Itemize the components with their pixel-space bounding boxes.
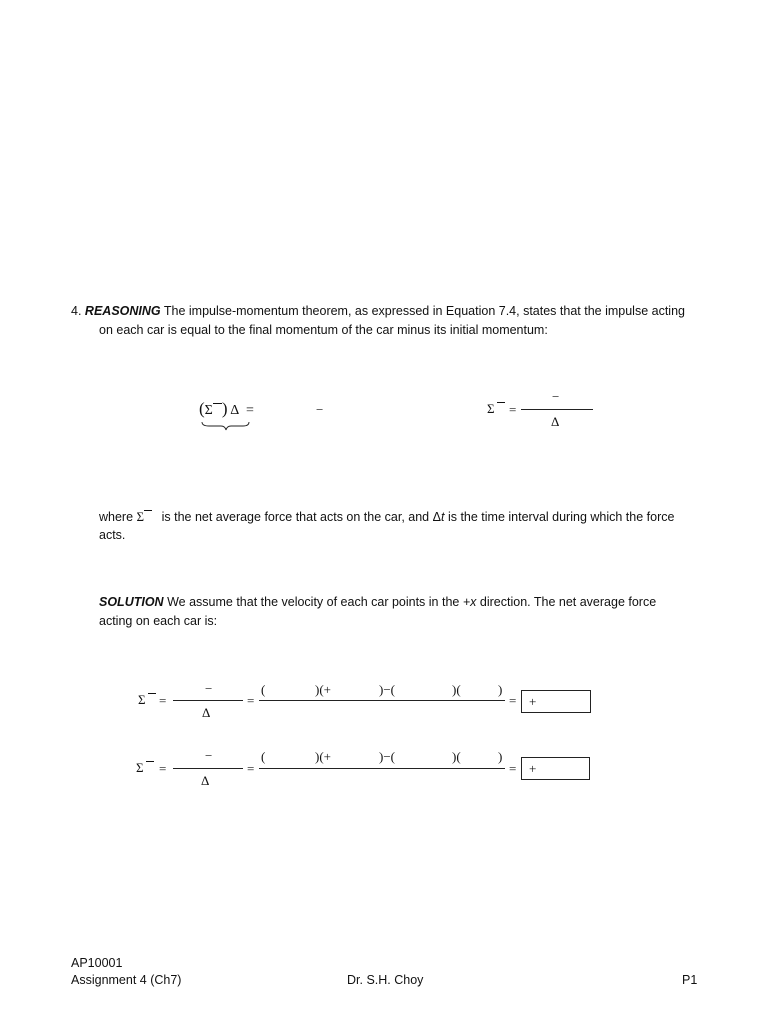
eq1-equals: = [245,403,254,418]
eq2-fraction-bar [173,700,243,701]
eq2-force-overbar [148,693,156,694]
eq2-equals: = [159,693,167,708]
eq1-minus: − [316,402,324,417]
where-sigma: Σ [136,509,145,524]
eq1r-equals: = [509,402,517,417]
eq2-answer-plus: + [529,694,537,709]
solution-line-2: acting on each car is: [99,614,218,628]
equation-impulse [199,399,254,420]
eq3-fraction-bar [173,768,243,769]
where-text-1b: is the net average force that acts on the car, and [161,510,430,524]
eq3-paren-3: )−( [379,749,395,764]
footer-course-code: AP10001 [71,956,123,970]
eq1r-numerator-minus: − [552,389,560,404]
where-word: where [99,510,134,524]
eq3-denominator-delta: Δ [201,773,210,788]
eq3-paren-5: ) [498,749,503,764]
eq3-numerator-minus: − [205,748,213,763]
eq2-paren-4: )( [452,682,461,697]
eq2-numerator-minus: − [205,681,213,696]
eq1-delta: Δ [230,403,239,418]
footer-page-number: P1 [682,973,698,987]
eq3-long-fraction-bar [259,768,505,769]
eq2-answer-box [521,690,591,713]
eq1-close-paren: ) [221,399,228,418]
eq1-open-paren: ( [199,399,205,418]
where-text-1d: is the time interval during which the force [447,510,675,524]
eq3-paren-1: ( [261,749,266,764]
solution-text-1c: direction. The net average force [479,595,657,609]
solution-plus-x: +x [462,595,477,609]
eq2-paren-3: )−( [379,682,395,697]
eq3-paren-2: )(+ [315,749,331,764]
eq1r-denominator-delta: Δ [551,414,560,429]
eq2-paren-2: )(+ [315,682,331,697]
eq3-equals-3: = [509,761,517,776]
eq3-paren-4: )( [452,749,461,764]
eq3-force-overbar [146,761,154,762]
eq2-long-fraction-bar [259,700,505,701]
eq2-equals-3: = [509,693,517,708]
footer-instructor: Dr. S.H. Choy [347,973,424,987]
eq3-answer-plus: + [529,761,537,776]
solution-label: SOLUTION [99,595,164,609]
solution-text-1a: We assume that the velocity of each car points in the [167,595,460,609]
eq1r-force-overbar [497,402,505,403]
footer-assignment: Assignment 4 (Ch7) [71,973,182,987]
where-t: t [440,510,445,524]
eq1r-fraction-bar [521,409,593,410]
eq3-sigma: Σ [136,760,144,775]
eq1r-sigma: Σ [487,401,495,416]
solution-line-1 [99,593,656,612]
reasoning-text-2: on each car is equal to the final momentum of the car minus its initial momentum: [99,323,548,337]
eq3-equals-2: = [247,761,255,776]
eq1-sigma: Σ [204,403,213,418]
eq2-denominator-delta: Δ [202,705,211,720]
eq2-paren-1: ( [261,682,266,697]
eq3-equals: = [159,761,167,776]
reasoning-text-1: The impulse-momentum theorem, as expressed in Equation 7.4, states that the impulse acting [163,304,685,318]
where-force-overbar [144,510,152,511]
eq2-sigma: Σ [138,692,146,707]
eq3-answer-box [521,757,590,780]
impulse-underbrace [201,421,251,431]
eq2-paren-5: ) [498,682,503,697]
problem-line-1 [71,302,685,321]
where-line-1 [99,507,674,527]
where-line-2: acts. [99,528,126,542]
eq1-force-overbar [213,403,222,404]
reasoning-label: REASONING [84,304,161,318]
eq2-equals-2: = [247,693,255,708]
where-delta: Δ [432,510,441,524]
problem-number: 4. [71,304,82,318]
